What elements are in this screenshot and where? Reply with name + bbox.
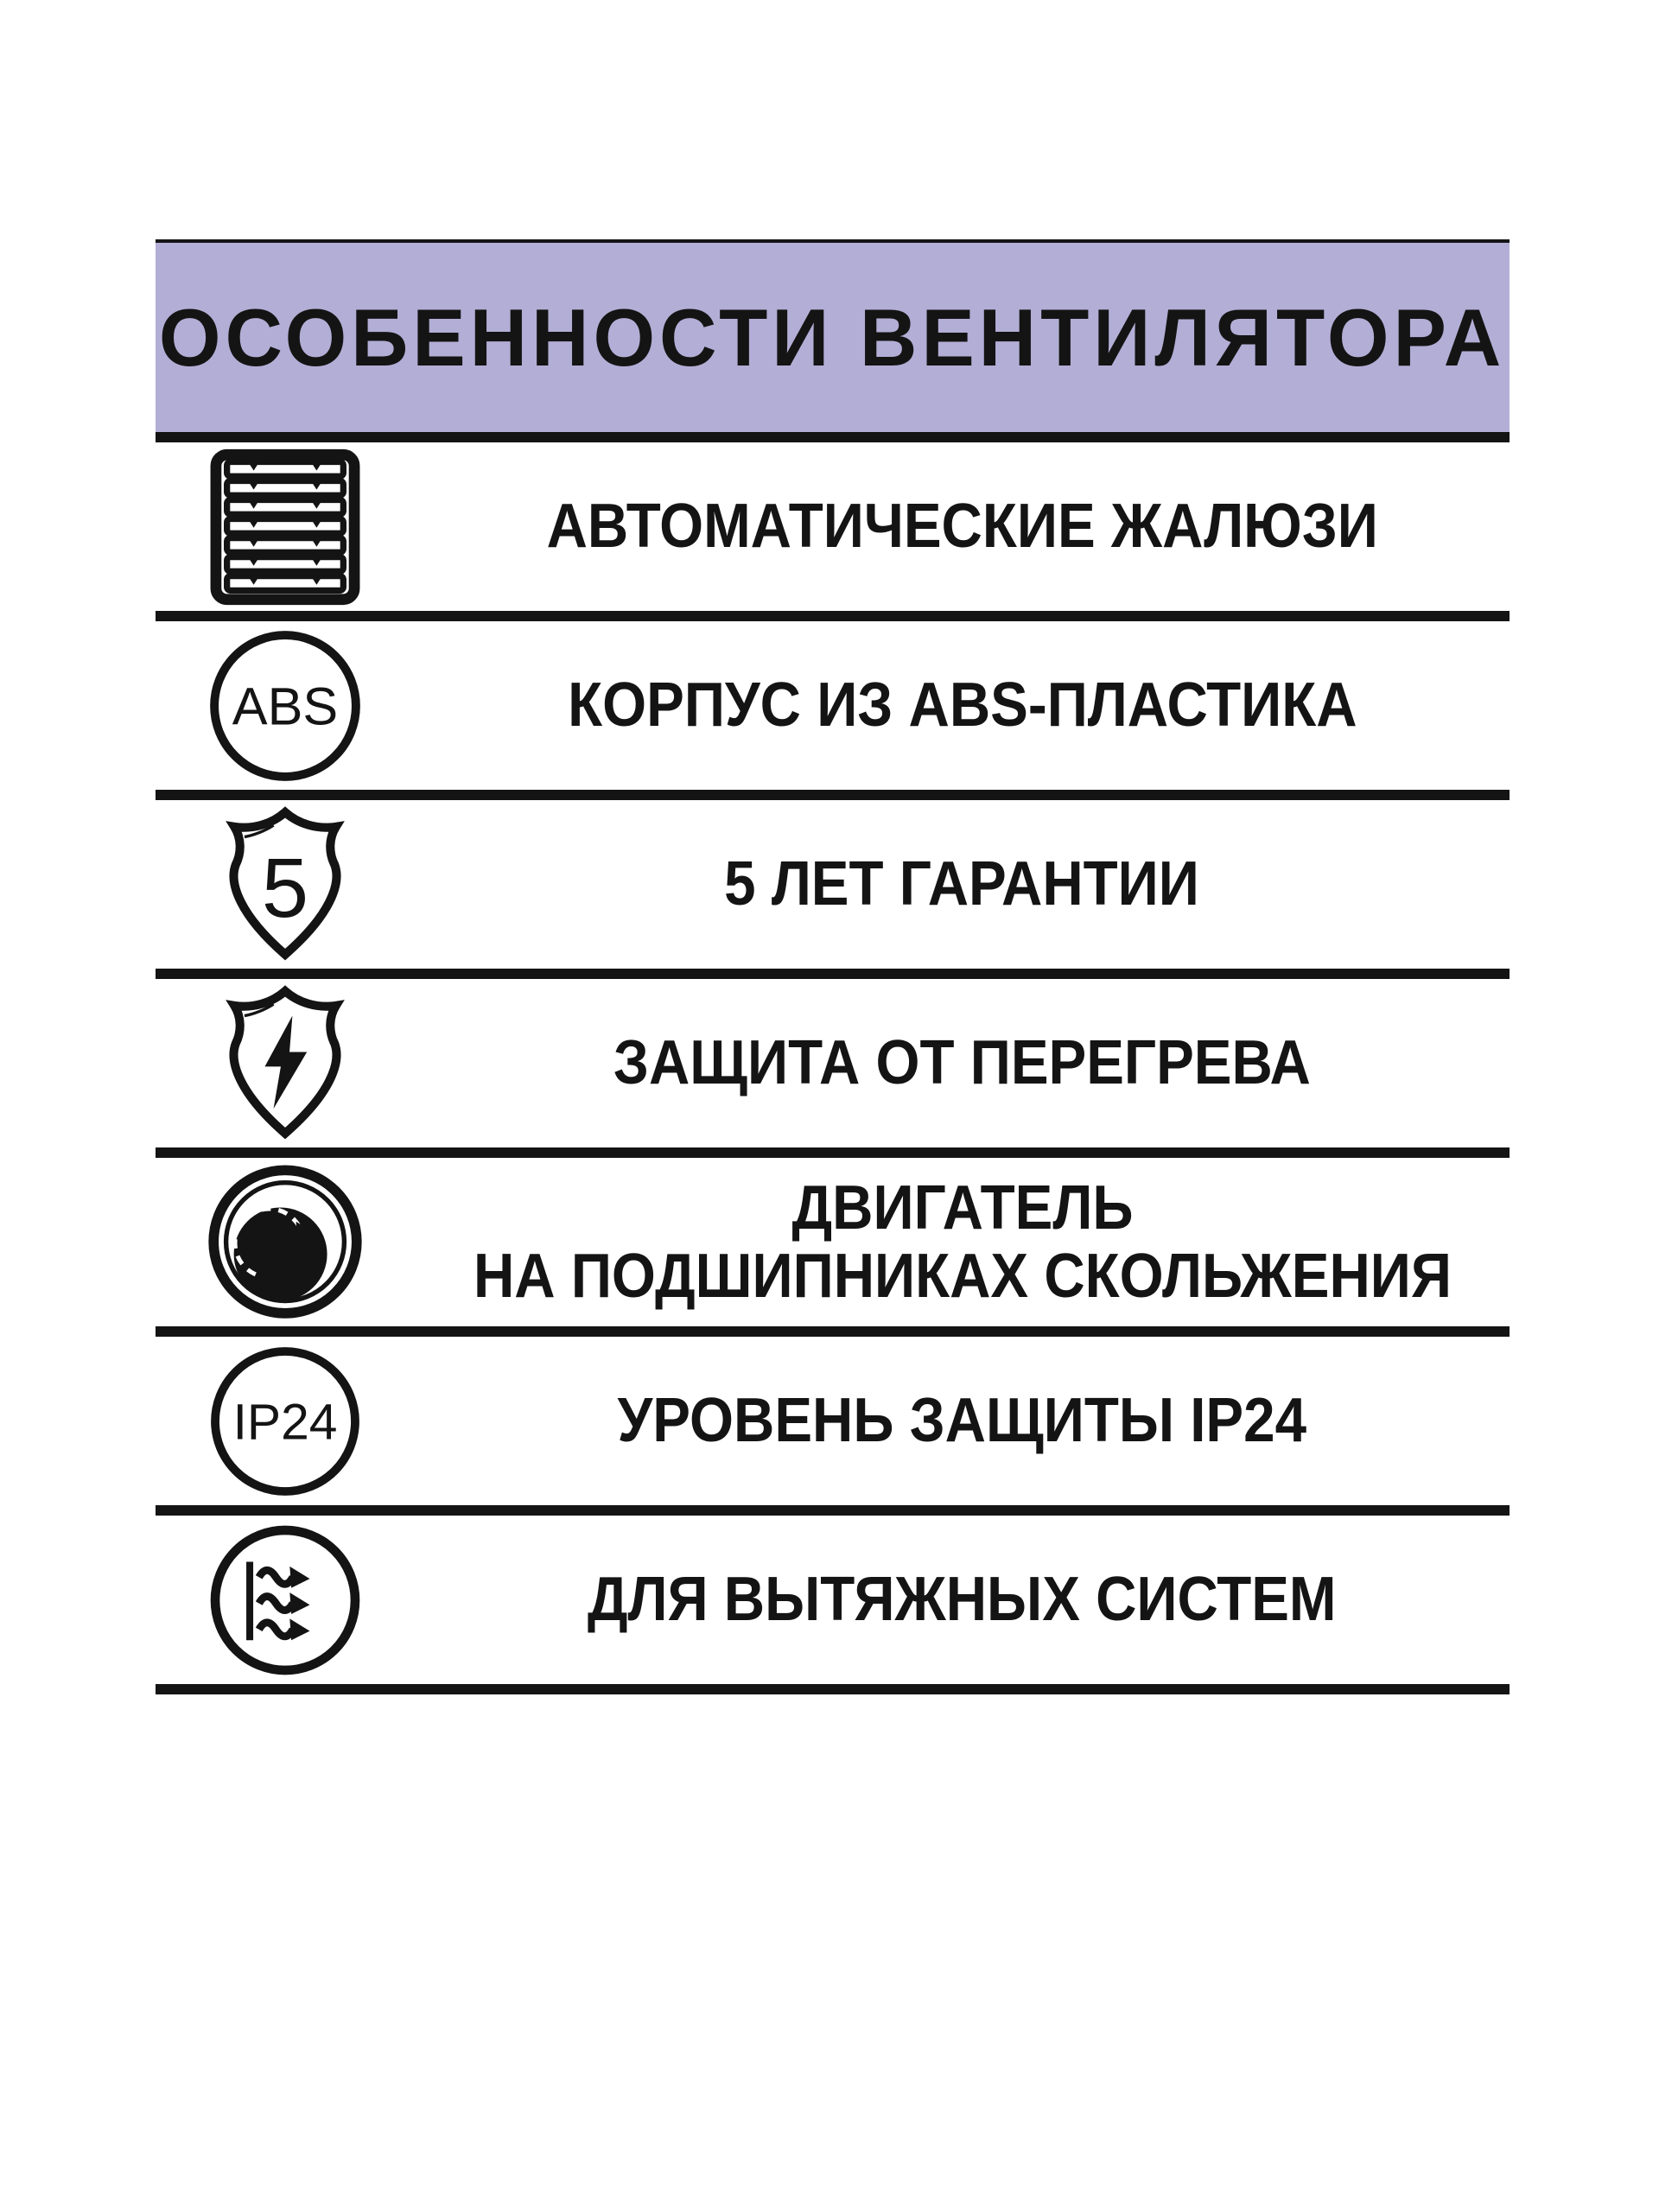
feature-label: КОРПУС ИЗ ABS-ПЛАСТИКА — [567, 671, 1357, 741]
feature-label: УРОВЕНЬ ЗАЩИТЫ IP24 — [617, 1386, 1307, 1456]
shield-lightning-icon — [156, 983, 415, 1144]
feature-list — [156, 432, 1510, 1684]
shield-5-icon — [156, 804, 415, 965]
feature-label: 5 ЛЕТ ГАРАНТИИ — [724, 849, 1200, 919]
feature-row — [156, 611, 1510, 790]
feature-label: НА ПОДШИПНИКАХ СКОЛЬЖЕНИЯ — [473, 1241, 1452, 1311]
page-title: ОСОБЕННОСТИ ВЕНТИЛЯТОРА — [159, 291, 1506, 383]
feature-label: АВТОМАТИЧЕСКИЕ ЖАЛЮЗИ — [546, 492, 1378, 562]
feature-row — [156, 1147, 1510, 1326]
feature-label: ДЛЯ ВЫТЯЖНЫХ СИСТЕМ — [588, 1565, 1337, 1635]
feature-row — [156, 969, 1510, 1147]
feature-row — [156, 1505, 1510, 1684]
feature-row — [156, 790, 1510, 969]
feature-label: ЗАЩИТА ОТ ПЕРЕГРЕВА — [613, 1028, 1311, 1098]
icon-label: ABS — [232, 677, 339, 736]
icon-label: IP24 — [232, 1393, 338, 1450]
feature-label: ДВИГАТЕЛЬ — [791, 1173, 1133, 1243]
bearing-icon — [156, 1162, 415, 1323]
icon-label: 5 — [261, 840, 309, 935]
features-sheet — [156, 239, 1510, 1694]
abs-plastic-icon — [156, 628, 415, 784]
bottom-divider — [156, 1684, 1510, 1694]
header-banner — [156, 239, 1510, 432]
feature-row — [156, 1326, 1510, 1505]
louvers-icon — [156, 447, 415, 607]
exhaust-icon — [156, 1520, 415, 1681]
ip24-icon — [156, 1344, 415, 1499]
feature-row — [156, 432, 1510, 611]
